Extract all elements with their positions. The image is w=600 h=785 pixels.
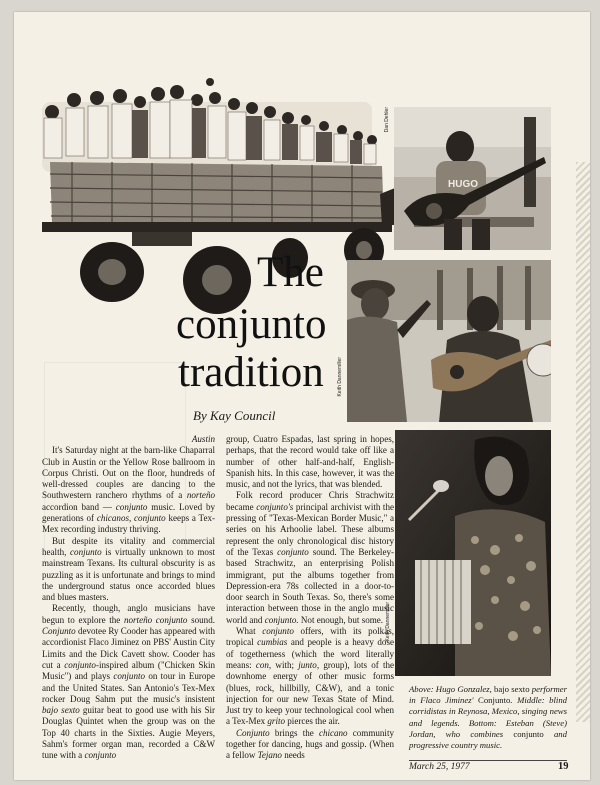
page-edge-texture (576, 162, 590, 722)
article-title-line-1: The (257, 249, 324, 296)
steve-photo-credit: Keith Dannemiller (385, 602, 391, 642)
steve-jordan-photo (395, 430, 551, 676)
hugo-guitar-image (394, 107, 551, 250)
article-column-2 (226, 434, 394, 762)
paragraph: But despite its vitality and commercial health, conjunto is virtually unknown to most mainstream Texans. Its cultural obscurity is as puzzling as it is unfortunate and brings to mind the underground status once accorded blues and blues masters. (42, 535, 215, 603)
paragraph: It's Saturday night at the barn-like Chaparral Club in Austin or the Yellow Rose ballroom in Corpus Christi. Out on the floor, hundreds of well-dressed couples are dancing to the Southwestern ranchero rhythms of a norteño accordion band — conjunto music. Loved by generations of chicanos, conjunto keeps a Tex-Mex recording industry thriving. (42, 445, 216, 535)
hugo-gonzalez-photo (394, 107, 551, 250)
blind-corridistas-photo (347, 260, 551, 422)
paragraph: What conjunto offers, with its polkas, tropical cumbias and people is a heavy dose of togetherness (which the word literally means: con, with; junto, group), lots of the downhome energy of other music forms (blues, rock, hillbilly, C&W), and a tonic injection for our new Texas State of Mind. Just try to keep your technological cool when a Tex-Mex grito pierces the air. (226, 626, 395, 727)
page-number: 19 (558, 761, 569, 772)
article-title-line-3: tradition (178, 349, 324, 396)
photo-caption: Above: Hugo Gonzalez, bajo sexto performer in Flaco Jiminez' Conjunto. Middle: blind corridistas in Reynosa, Mexico, singing news and legends. Bottom: Esteban (Steve) Jordan, who combines conjunto and progressive country music. (409, 684, 568, 751)
dateline: Austin (191, 434, 215, 444)
byline: By Kay Council (193, 408, 276, 423)
paragraph: Conjunto brings the chicano community together for dancing, hugs and gossip. (When a fellow Tejano needs (226, 727, 394, 761)
article-column-1 (42, 434, 215, 762)
accordion-player-image (395, 430, 551, 676)
article-title-line-2: conjunto (176, 301, 327, 348)
issue-date: March 25, 1977 (409, 762, 470, 772)
corridistas-image (347, 260, 551, 422)
paragraph: group, Cuatro Espadas, last spring in hopes, perhaps, that the record would take off like a number of other half-and-half, English-Spanish hits. In this case, however, it was the music, and not the lyrics, that was blended. (226, 434, 394, 490)
paragraph: Recently, though, anglo musicians have begun to explore the norteño conjunto sound. Conjunto devotee Ry Cooder has appeared with accordionist Flaco Jiminez on PBS' Austin City Limits and the Dick Cavett show. Cooder has cut a conjunto-inspired album ("Chicken Skin Music") and plays conjunto on tour in Europe and the United States. San Antonio's Tex-Mex rocker Doug Sahm put the music's insistent bajo sexto guitar beat to good use with his Sir Douglas Quintet when the group was on the Top 40 charts in the Sixties. Augie Meyers, Sahm's former organ man, recorded a C&W tune with a conjunto (42, 603, 216, 761)
magazine-page (14, 12, 590, 780)
corridistas-photo-credit: Keith Dannemiller (337, 357, 343, 397)
hugo-photo-credit: Dan Dehler (384, 107, 390, 133)
paragraph: Folk record producer Chris Strachwitz became conjunto's principal archivist with the pressing of "Texas-Mexican Border Music," a series on his Arhoolie label. These albums represent the only chronological disc history of the Texas conjunto sound. The Berkeley-based Strachwitz, an enterprising Polish immigrant, put the albums together from Depression-era 78s collected in a door-to-door search in South Texas. So, there's some interaction between those in the anglo music world and conjunto. Not enough, but some. (226, 490, 394, 625)
hugo-shirt-text: HUGO (448, 179, 478, 190)
footer-divider (409, 760, 567, 761)
